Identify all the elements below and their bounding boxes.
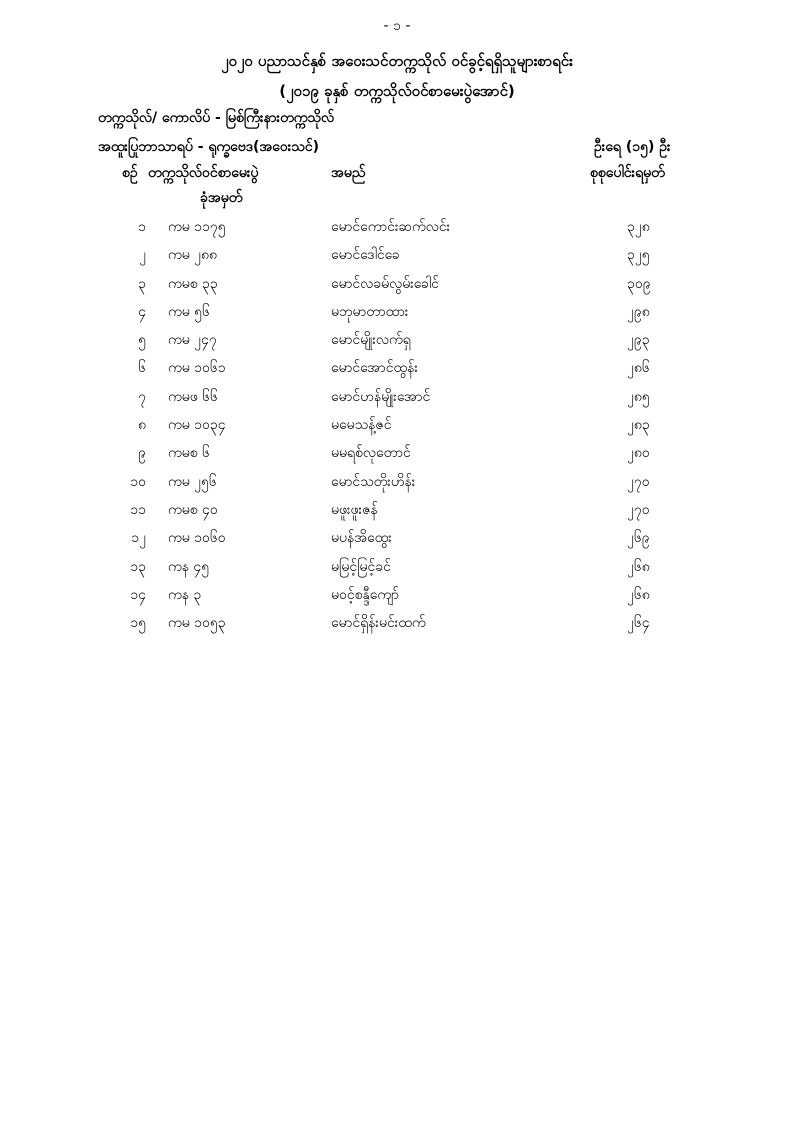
row-marks: ၂၈၆ (627, 360, 650, 377)
row-roll-number: ကမ ၂၄၇ (168, 332, 217, 349)
row-name: မောင်ဒေါင်ခေ (331, 247, 400, 264)
row-marks: ၂၇၀ (627, 473, 650, 490)
row-marks: ၃၂၈ (627, 219, 650, 235)
row-serial-no: ၁၁ (130, 501, 146, 518)
row-serial-no: ၁၂ (131, 530, 146, 547)
table-row (0, 613, 794, 641)
table-row (0, 217, 794, 245)
row-roll-number: ကမဖ ၆၆ (168, 388, 218, 405)
row-serial-no: ၁ (138, 219, 146, 235)
page-number: - ၁ - (383, 18, 411, 34)
row-marks: ၂၈၅ (627, 388, 650, 405)
table-row (0, 387, 794, 415)
table-row (0, 415, 794, 443)
header-roll-number: တက္ကသိုလ်ဝင်စာမေးပွဲ (148, 165, 259, 181)
table-row (0, 528, 794, 556)
table-row (0, 302, 794, 330)
table-row (0, 245, 794, 273)
row-name: မမရစ်လုတောင် (331, 445, 411, 462)
row-name: မောင်အောင်ထွန်း (331, 360, 418, 377)
row-serial-no: ၁၄ (130, 586, 146, 603)
row-serial-no: ၅ (138, 332, 146, 349)
row-roll-number: ကမ ၂၈၈ (168, 247, 218, 264)
row-name: မောင်ကောင်းဆက်လင်း (331, 219, 451, 235)
row-roll-number: ကန ၃ (168, 586, 202, 603)
row-serial-no: ၈ (138, 417, 146, 434)
row-roll-number: ကမ ၂၅၆ (168, 473, 217, 490)
header-serial-no: စဉ် (122, 165, 138, 181)
document-subtitle: (၂၀၁၉ ခုနှစ် တက္ကသိုလ်ဝင်စာမေးပွဲအောင်) (279, 82, 515, 100)
row-name: မောင်ရှိန်းမင်းထက် (331, 615, 426, 632)
row-name: မဝင့်စန္ဒီကျော် (331, 586, 400, 603)
row-roll-number: ကမ ၁၀၃၄ (168, 417, 226, 434)
row-serial-no: ၁၀ (130, 473, 146, 490)
row-name: မောင်သတိုးဟိန်း (331, 473, 416, 490)
table-row (0, 557, 794, 585)
table-row (0, 585, 794, 613)
row-serial-no: ၆ (138, 360, 146, 377)
table-row (0, 330, 794, 358)
row-serial-no: ၂ (139, 247, 146, 264)
row-roll-number: ကမ ၁၁၇၅ (168, 219, 226, 235)
row-name: မမြင့်မြင့်ခင် (331, 558, 391, 575)
row-roll-number: ကမစ ၆ (168, 445, 210, 462)
row-roll-number: ကမ ၁၀၆၀ (168, 530, 226, 547)
row-roll-number: ကမ ၁၀၅၃ (168, 615, 226, 632)
row-serial-no: ၉ (138, 445, 146, 462)
row-serial-no: ၁၅ (130, 615, 146, 632)
row-marks: ၂၉၈ (627, 303, 650, 320)
row-marks: ၂၈၀ (627, 445, 650, 462)
row-serial-no: ၃ (138, 275, 146, 292)
row-marks: ၂၉၃ (627, 332, 650, 349)
row-name: မပန်အိထွေး (331, 530, 392, 547)
row-marks: ၂၆၈ (627, 558, 650, 575)
row-serial-no: ၄ (138, 303, 146, 320)
row-roll-number: ကမစ ၃၃ (168, 275, 218, 292)
row-roll-number: ကန ၄၅ (168, 558, 210, 575)
row-roll-number: ကမစ ၄၀ (168, 501, 218, 518)
total-count: ဦးရေ (၁၅) ဦး (594, 139, 671, 155)
table-row (0, 358, 794, 386)
row-marks: ၂၆၈ (627, 586, 650, 603)
row-marks: ၃၂၅ (627, 247, 650, 264)
table-row (0, 274, 794, 302)
row-marks: ၂၇၀ (627, 501, 650, 518)
row-marks: ၂၆၉ (627, 530, 650, 547)
table-row (0, 500, 794, 528)
row-name: မောင်မျိုးလက်ရှ (331, 332, 411, 349)
header-total-marks: စုစုပေါင်းရမှတ် (590, 165, 665, 181)
header-name: အမည် (331, 165, 366, 181)
row-serial-no: ၇ (138, 388, 146, 405)
row-name: မဖူးဖူးဇန် (331, 501, 378, 518)
major-label: အထူးပြုဘာသာရပ် - ရုက္ခဗေဒ(အဝေးသင်) (98, 139, 319, 155)
row-marks: ၂၈၃ (627, 417, 650, 434)
university-label: တက္ကသိုလ်/ ကောလိပ် - မြစ်ကြီးနားတက္ကသိုလ် (98, 110, 335, 126)
row-marks: ၂၆၄ (627, 615, 650, 632)
row-roll-number: ကမ ၁၀၆၁ (168, 360, 226, 377)
row-serial-no: ၁၃ (130, 558, 146, 575)
table-row (0, 443, 794, 471)
row-roll-number: ကမ ၅၆ (168, 303, 210, 320)
admission-table (0, 217, 794, 641)
document-title: ၂၀၂၀ ပညာသင်နှစ် အဝေးသင်တက္ကသိုလ် ဝင်ခွင့်ရရှိသူများစာရင်း (221, 52, 573, 70)
header-roll-number-line2: ခုံအမှတ် (200, 190, 243, 206)
row-name: မဘုမာတာထား (331, 303, 409, 320)
row-name: မမေသန့်ဇင် (331, 417, 392, 434)
row-name: မောင်လခမ်လွမ်းခေါင် (331, 275, 439, 292)
table-row (0, 472, 794, 500)
row-marks: ၃၀၉ (627, 275, 651, 292)
row-name: မောင်ဟန်မျိုးအောင် (331, 388, 431, 405)
